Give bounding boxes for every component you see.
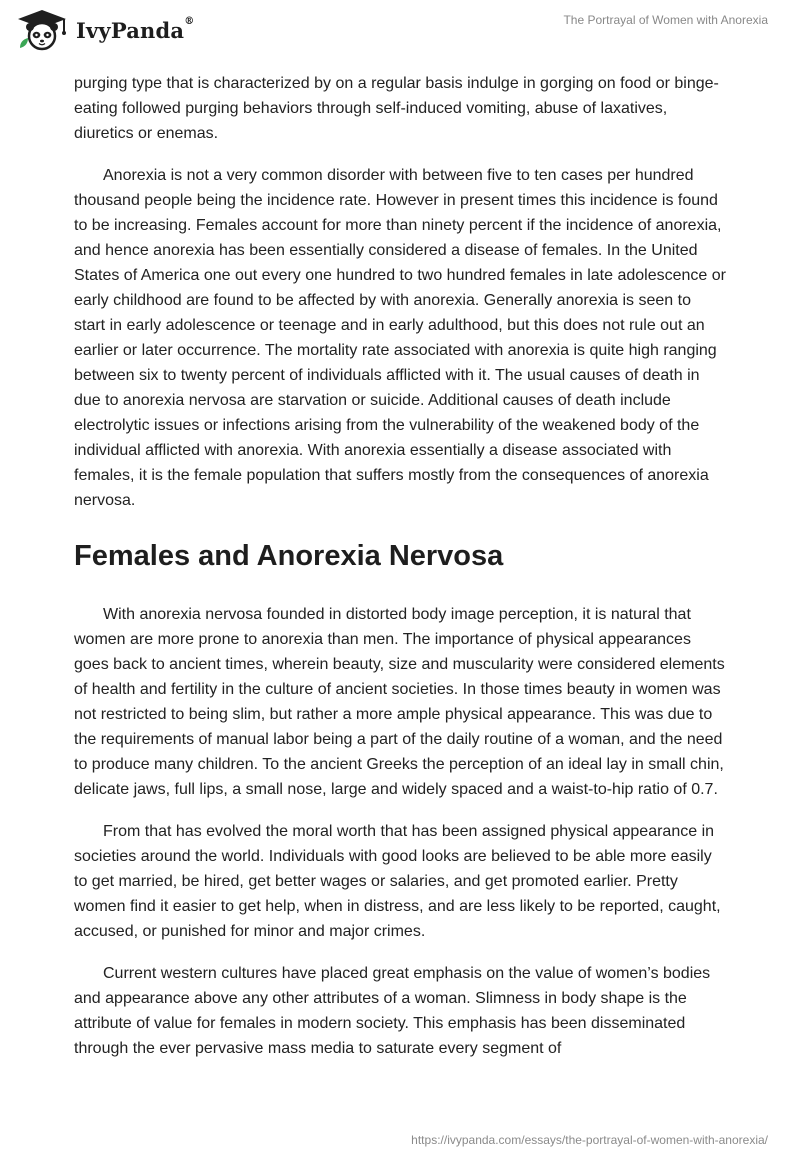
panda-graduate-icon [14,8,70,52]
logo-text: IvyPanda® [76,15,195,43]
section-heading: Females and Anorexia Nervosa [74,540,504,572]
footer-url[interactable]: https://ivypanda.com/essays/the-portrayal-of-women-with-anorexia/ [411,1133,768,1147]
page-header [0,0,800,70]
essay-body [74,71,726,1078]
paragraph: Current western cultures have placed great emphasis on the value of women’s bodies and appearance above any other attributes of a woman. Slimness in body shape is the attribute of value for females in modern society. This emphasis has been disseminated through the ever pervasive mass media to saturate every segment of [74,965,711,1057]
paragraph: purging type that is characterized by on a regular basis indulge in gorging on food or binge-eating followed purging behaviors through self-induced vomiting, abuse of laxatives, diuretics or enemas. [74,75,719,142]
document-title: The Portrayal of Women with Anorexia [563,13,768,27]
paragraph: From that has evolved the moral worth that has been assigned physical appearance in societies around the world. Individuals with good looks are believed to be able more easily to get married, be hired, get better wages or salaries, and get promoted earlier. Pretty women find it easier to get help, when in distress, and are less likely to be reported, caught, accused, or punished for minor and major crimes. [74,823,721,940]
logo[interactable] [14,8,194,52]
paragraph: With anorexia nervosa founded in distorted body image perception, it is natural that women are more prone to anorexia than men. The importance of physical appearances goes back to ancient times, wherein beauty, size and muscularity were considered elements of health and fertility in the culture of ancient societies. In those times beauty in women was not restricted to being slim, but rather a more ample physical appearance. This was due to the requirements of manual labor being a part of the daily routine of a woman, and the need to produce many children. To the ancient Greeks the perception of an ideal lay in small chin, delicate jaws, full lips, a small nose, large and widely spaced and a waist-to-hip ratio of 0.7. [74,606,725,798]
paragraph: Anorexia is not a very common disorder with between five to ten cases per hundred thousand people being the incidence rate. However in present times this incidence is found to be increasing. Females account for more than ninety percent if the incidence of anorexia, and hence anorexia has been essentially considered a disease of females. In the United States of America one out every one hundred to two hundred females in late adolescence or early childhood are found to be affected by with anorexia. Generally anorexia is seen to start in early adolescence or teenage and in early adulthood, but this does not rule out an earlier or later occurrence. The mortality rate associated with anorexia is quite high ranging between six to twenty percent of individuals afflicted with it. The usual causes of death in due to anorexia nervosa are starvation or suicide. Additional causes of death include electrolytic issues or infections arising from the vulnerability of the weakened body of the individual afflicted with anorexia. With anorexia essentially a disease associated with females, it is the female population that suffers mostly from the consequences of anorexia nervosa. [74,167,726,509]
